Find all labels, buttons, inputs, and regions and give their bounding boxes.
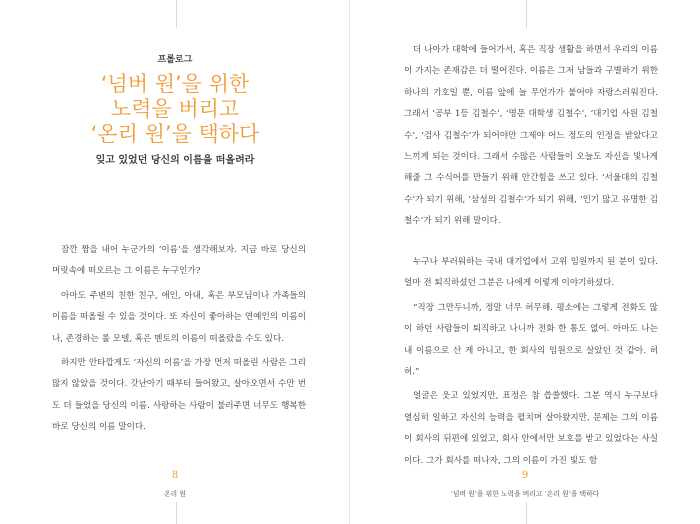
running-footer: 온리 원 <box>164 490 186 498</box>
page-number: 8 <box>171 470 179 481</box>
paragraph: 얼굴은 웃고 있었지만, 표정은 참 씁쓸했다. 그분 역시 누구보다 열심히 일하고 자신의 능력을 펼치며 살아왔지만, 문제는 그의 이름이 회사의 뒤편에 있었고, 회사 안에서만 보호를 받고 있었다는 사실이다. 그가 회사를 떠나자, 그의 이름이 가진 빛도 함 <box>404 391 658 466</box>
right-body-text-top <box>404 40 658 236</box>
running-footer: ‘넘버 원’을 위한 노력을 버리고 ‘온리 원’을 택하다 <box>450 490 600 498</box>
paragraph: 잠깐 짬을 내어 누군가의 ‘이름’을 생각해보자. 지금 바로 당신의 머릿속에 떠오르는 그 이름은 누구인가? <box>52 245 306 277</box>
chapter-subtitle: 잊고 있었던 당신의 이름을 떠올려라 <box>95 155 255 166</box>
page-number: 9 <box>521 470 529 481</box>
title-line: ‘온리 원’을 택하다 <box>90 122 260 146</box>
right-body-text-bottom <box>404 252 658 475</box>
left-body-text <box>52 240 306 442</box>
paragraph: 아마도 주변의 친한 친구, 애인, 아내, 혹은 부모님이나 가족들의 이름을 떠올릴 수 있을 것이다. 또 자신이 좋아하는 연예인의 이름이나, 존경하는 롤 모델, 혹은 멘토의 이름이 떠올랐을 수도 있다. <box>52 290 306 344</box>
paragraph: “직장 그만두니까, 정말 너무 허무해. 평소에는 그렇게 전화도 많이 하던 사람들이 퇴직하고 나니까 전화 한 통도 없어. 아마도 나는 내 이름으로 산 게 아니고, 한 회사의 임원으로 살았던 것 같아. 허허.” <box>404 302 658 378</box>
chapter-title <box>0 72 350 147</box>
title-line: 노력을 버리고 <box>110 97 240 121</box>
paragraph: 더 나아가 대학에 들어가서, 혹은 직장 생활을 하면서 우리의 이름이 가지는 존재감은 더 떨어진다. 이름은 그저 남들과 구별하기 위한 하나의 기호일 뿐, 이름 앞에 늘 무언가가 붙어야 자랑스러워진다. 그래서 ‘공부 1등 김철수’, ‘명문 대학생 김철수’, ‘대기업 사원 김철수’, ‘검사 김철수’가 되어야만 그제야 어느 정도의 인정을 받았다고 느끼게 되는 것이다. 그래서 수많은 사람들이 오늘도 자신을 빛나게 해줄 그 수식어를 만들기 위해 안간힘을 쓰고 있다. ‘서울대의 김철수’가 되기 위해, ‘삼성의 김철수’가 되기 위해, ‘인기 많고 유명한 김철수’가 되기 위해 말이다. <box>404 45 658 227</box>
chapter-label: 프롤로그 <box>157 55 193 65</box>
title-line: ‘넘버 원’을 위한 <box>100 72 250 96</box>
paragraph: 누구나 부러워하는 국내 대기업에서 고위 임원까지 된 분이 있다. 얼마 전 퇴직하셨던 그분은 나에게 이렇게 이야기하셨다. <box>404 257 658 289</box>
paragraph: 하지만 안타깝게도 ‘자신의 이름’을 가장 먼저 떠올린 사람은 그리 많지 않았을 것이다. 갓난아기 때부터 들어왔고, 살아오면서 수만 번도 더 들었을 당신의 이름. 사랑하는 사람이 불러주면 너무도 행복한 바로 당신의 이름 말이다. <box>52 358 306 433</box>
